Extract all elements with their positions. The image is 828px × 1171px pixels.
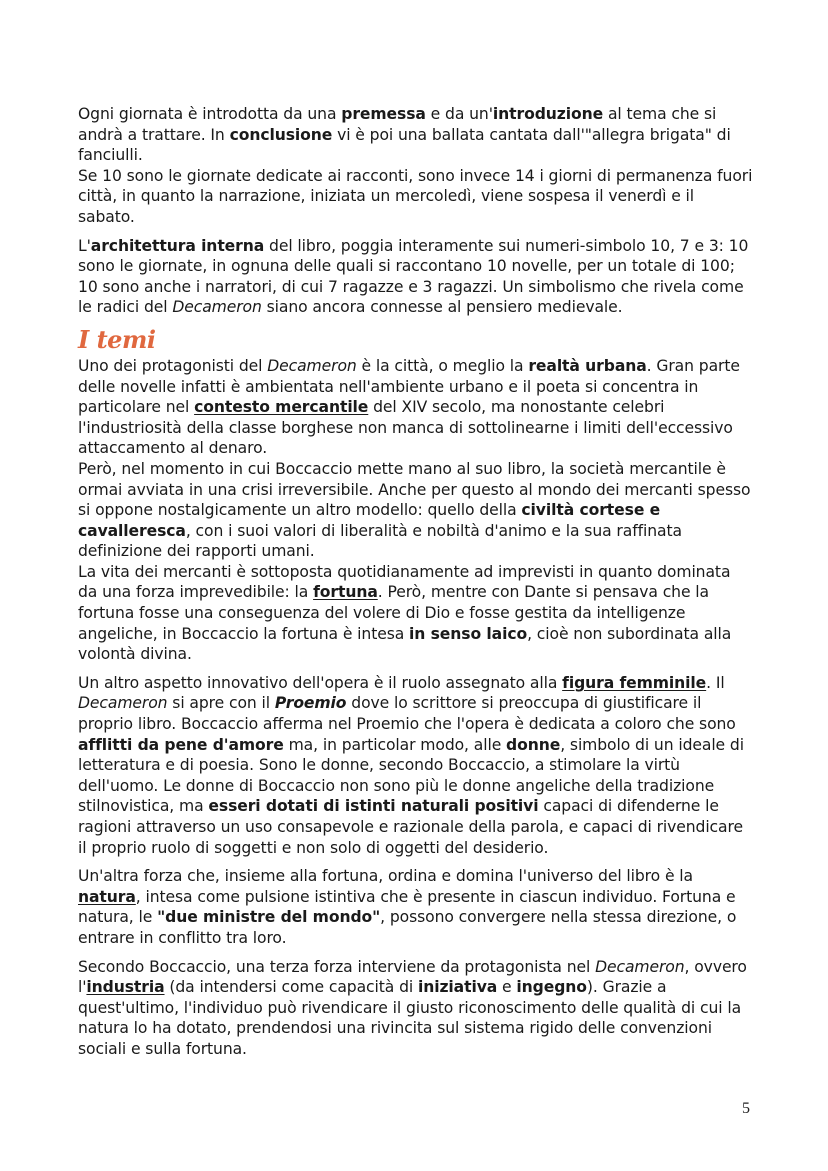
emphasis-text: figura femminile: [562, 673, 707, 692]
emphasis-text: Decameron: [172, 298, 262, 317]
document-page: [78, 104, 754, 1068]
emphasis-text: "due ministre del mondo": [157, 908, 381, 927]
emphasis-text: Decameron: [595, 957, 685, 976]
emphasis-text: industria: [86, 978, 165, 997]
emphasis-text: contesto mercantile: [194, 398, 369, 417]
paragraph-natura: Un'altra forza che, insieme alla fortuna, ordina e domina l'universo del libro è la natura, intesa come pulsione istintiva che è presente in ciascun individuo. Fortuna e natura, le "due ministre del mondo", possono convergere nella stessa direzione, o entrare in conflitto tra loro.: [78, 867, 737, 947]
page-number: 5: [742, 1100, 750, 1117]
paragraph-giornate: Se 10 sono le giornate dedicate ai racconti, sono invece 14 i giorni di permanenza fuori città, in quanto la narrazione, iniziata un mercoledì, viene sospesa il venerdì e il sabato.: [78, 166, 753, 226]
emphasis-text: Decameron: [78, 694, 168, 713]
emphasis-text: conclusione: [229, 125, 333, 144]
emphasis-text: architettura interna: [90, 236, 265, 255]
emphasis-text: fortuna: [313, 583, 378, 602]
emphasis-text: realtà urbana: [528, 356, 647, 375]
temi-block: [78, 356, 754, 665]
paragraph-societa-mercantile: Però, nel momento in cui Boccaccio mette mano al suo libro, la società mercantile è ormai avviata in una crisi irreversibile. Anche per questo al mondo dei mercanti spesso si oppone nostalgicamente un altro modello: quello della civiltà cortese e cavalleresca, con i suoi valori di liberalità e nobiltà d'animo e la sua raffinata definizione dei rapporti umani.: [78, 459, 751, 561]
emphasis-text: introduzione: [492, 105, 604, 123]
paragraph-figura-femminile: Un altro aspetto innovativo dell'opera è il ruolo assegnato alla figura femminile. Il Decameron si apre con il Proemio dove lo scrittore si preoccupa di giustificare il proprio libro. Boccaccio afferma nel Proemio che l'opera è dedicata a coloro che sono afflitti da pene d'amore ma, in particolar modo, alle donne, simbolo di un ideale di letteratura e di poesia. Sono le donne, secondo Boccaccio, a stimolare la virtù dell'uomo. Le donne di Boccaccio non sono più le donne angeliche della tradizione stilnovistica, ma esseri dotati di istinti naturali positivi capaci di difenderne le ragioni attraverso un uso consapevole e razionale della parola, e capaci di rivendicare il proprio ruolo di soggetti e non solo di oggetti del desiderio.: [78, 673, 744, 857]
paragraph-fortuna: La vita dei mercanti è sottoposta quotidianamente ad imprevisti in quanto dominata da una forza imprevedibile: la fortuna. Però, mentre con Dante si pensava che la fortuna fosse una conseguenza del volere di Dio e fosse gestita da intelligenze angeliche, in Boccaccio la fortuna è intesa in senso laico, cioè non subordinata alla volontà divina.: [78, 562, 732, 664]
paragraph-premessa: Ogni giornata è introdotta da una premessa e da un'introduzione al tema che si andrà a trattare. In conclusione vi è poi una ballata cantata dall'"allegra brigata" di fanciulli.: [78, 105, 731, 165]
paragraph-realta-urbana: Uno dei protagonisti del Decameron è la città, o meglio la realtà urbana. Gran parte delle novelle infatti è ambientata nell'ambiente urbano e il poeta si concentra in particolare nel contesto mercantile del XIV secolo, ma nonostante celebri l'industriosità della classe borghese non manca di sottolinearne i limiti dell'eccessivo attaccamento al denaro.: [78, 356, 740, 458]
intro-block: [78, 104, 754, 228]
emphasis-text: ingegno: [516, 978, 587, 997]
emphasis-text: Decameron: [267, 356, 357, 375]
emphasis-text: natura: [78, 887, 136, 906]
section-heading: I temi: [78, 324, 156, 354]
emphasis-text: in senso laico: [409, 624, 528, 643]
emphasis-text: Proemio: [274, 694, 347, 713]
paragraph-industria: Secondo Boccaccio, una terza forza interviene da protagonista nel Decameron, ovvero l'industria (da intendersi come capacità di iniziativa e ingegno). Grazie a quest'ultimo, l'individuo può rivendicare il giusto riconoscimento delle qualità di cui la natura lo ha dotato, prendendosi una rivincita sul sistema rigido delle convenzioni sociali e sulla fortuna.: [78, 957, 747, 1058]
paragraph-architettura: L'architettura interna del libro, poggia interamente sui numeri-simbolo 10, 7 e 3: 10 sono le giornate, in ognuna delle quali si raccontano 10 novelle, per un totale di 100; 10 sono anche i narratori, di cui 7 ragazze e 3 ragazzi. Un simbolismo che rivela come le radici del Decameron siano ancora connesse al pensiero medievale.: [78, 236, 749, 317]
emphasis-text: afflitti da pene d'amore: [78, 735, 284, 754]
emphasis-text: esseri dotati di istinti naturali positivi: [208, 797, 539, 816]
emphasis-text: iniziativa: [417, 978, 498, 997]
emphasis-text: donne: [506, 735, 561, 754]
emphasis-text: premessa: [341, 105, 426, 123]
emphasis-text: civiltà cortese e cavalleresca: [78, 501, 661, 540]
